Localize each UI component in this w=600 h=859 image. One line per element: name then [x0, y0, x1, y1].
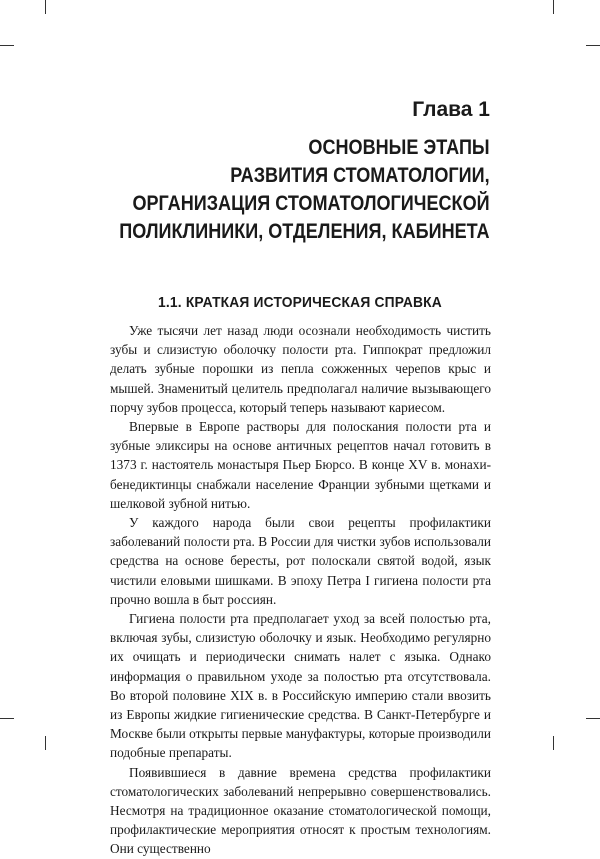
paragraph: Уже тысячи лет назад люди осознали необходимость чистить зубы и слизистую оболочку полости рта. Гиппократ предложил делать зубные порошки из пепла сожженных черепов крыс и мышей. Знаменитый целитель предполагал наличие вызывающего порчу зубов процесса, который теперь называют кариесом. — [110, 323, 491, 415]
crop-mark-bottom-left-horizontal — [0, 718, 14, 719]
section-heading: 1.1. КРАТКАЯ ИСТОРИЧЕСКАЯ СПРАВКА — [158, 294, 442, 311]
chapter-title-line-2: РАЗВИТИЯ СТОМАТОЛОГИИ, — [230, 164, 490, 187]
chapter-header — [59, 96, 490, 246]
crop-mark-bottom-right — [553, 736, 554, 750]
paragraph: У каждого народа были свои рецепты профилактики заболеваний полости рта. В России для чистки зубов использовали средства на основе бересты, рот полоскали святой водой, язык чистили еловыми шишками. В эпоху Петра I гигиена полости рта прочно вошла в быт россиян. — [110, 515, 491, 607]
crop-mark-top-left-horizontal — [0, 45, 14, 46]
chapter-label: Глава 1 — [412, 98, 490, 121]
chapter-title-line-1: ОСНОВНЫЕ ЭТАПЫ — [308, 136, 490, 159]
crop-mark-top-right — [553, 0, 554, 14]
paragraph: Появившиеся в давние времена средства профилактики стоматологических заболеваний непрерывно совершенствовались. Несмотря на традиционное оказание стоматологической помощи, профилактические мероприятия относят к простым технологиям. Они существенно — [110, 764, 491, 857]
body-text — [110, 321, 491, 859]
crop-mark-bottom-left — [45, 736, 46, 750]
crop-mark-top-left — [45, 0, 46, 14]
crop-mark-bottom-right-horizontal — [586, 718, 600, 719]
paragraph: Гигиена полости рта предполагает уход за всей полостью рта, включая зубы, слизистую оболочку и язык. Необходимо регулярно их очищать и периодически снимать налет с языка. Однако информация о правильном уходе за полостью рта отсутствовала. Во второй половине XIX в. в Российскую империю стали ввозить из Европы жидкие гигиенические средства. В Санкт-Петербурге и Москве были открыты первые мануфактуры, которые производили подобные препараты. — [110, 611, 491, 761]
crop-mark-top-right-horizontal — [586, 45, 600, 46]
chapter-title-line-3: ОРГАНИЗАЦИЯ СТОМАТОЛОГИЧЕСКОЙ — [132, 192, 491, 215]
paragraph: Впервые в Европе растворы для полоскания полости рта и зубные эликсиры на основе античных рецептов начал готовить в 1373 г. настоятель монастыря Пьер Бюрсо. В конце XV в. монахи-бенедиктинцы снабжали население Франции зубными щетками и шелковой зубной нитью. — [110, 419, 491, 511]
chapter-title-line-4: ПОЛИКЛИНИКИ, ОТДЕЛЕНИЯ, КАБИНЕТА — [119, 220, 490, 243]
